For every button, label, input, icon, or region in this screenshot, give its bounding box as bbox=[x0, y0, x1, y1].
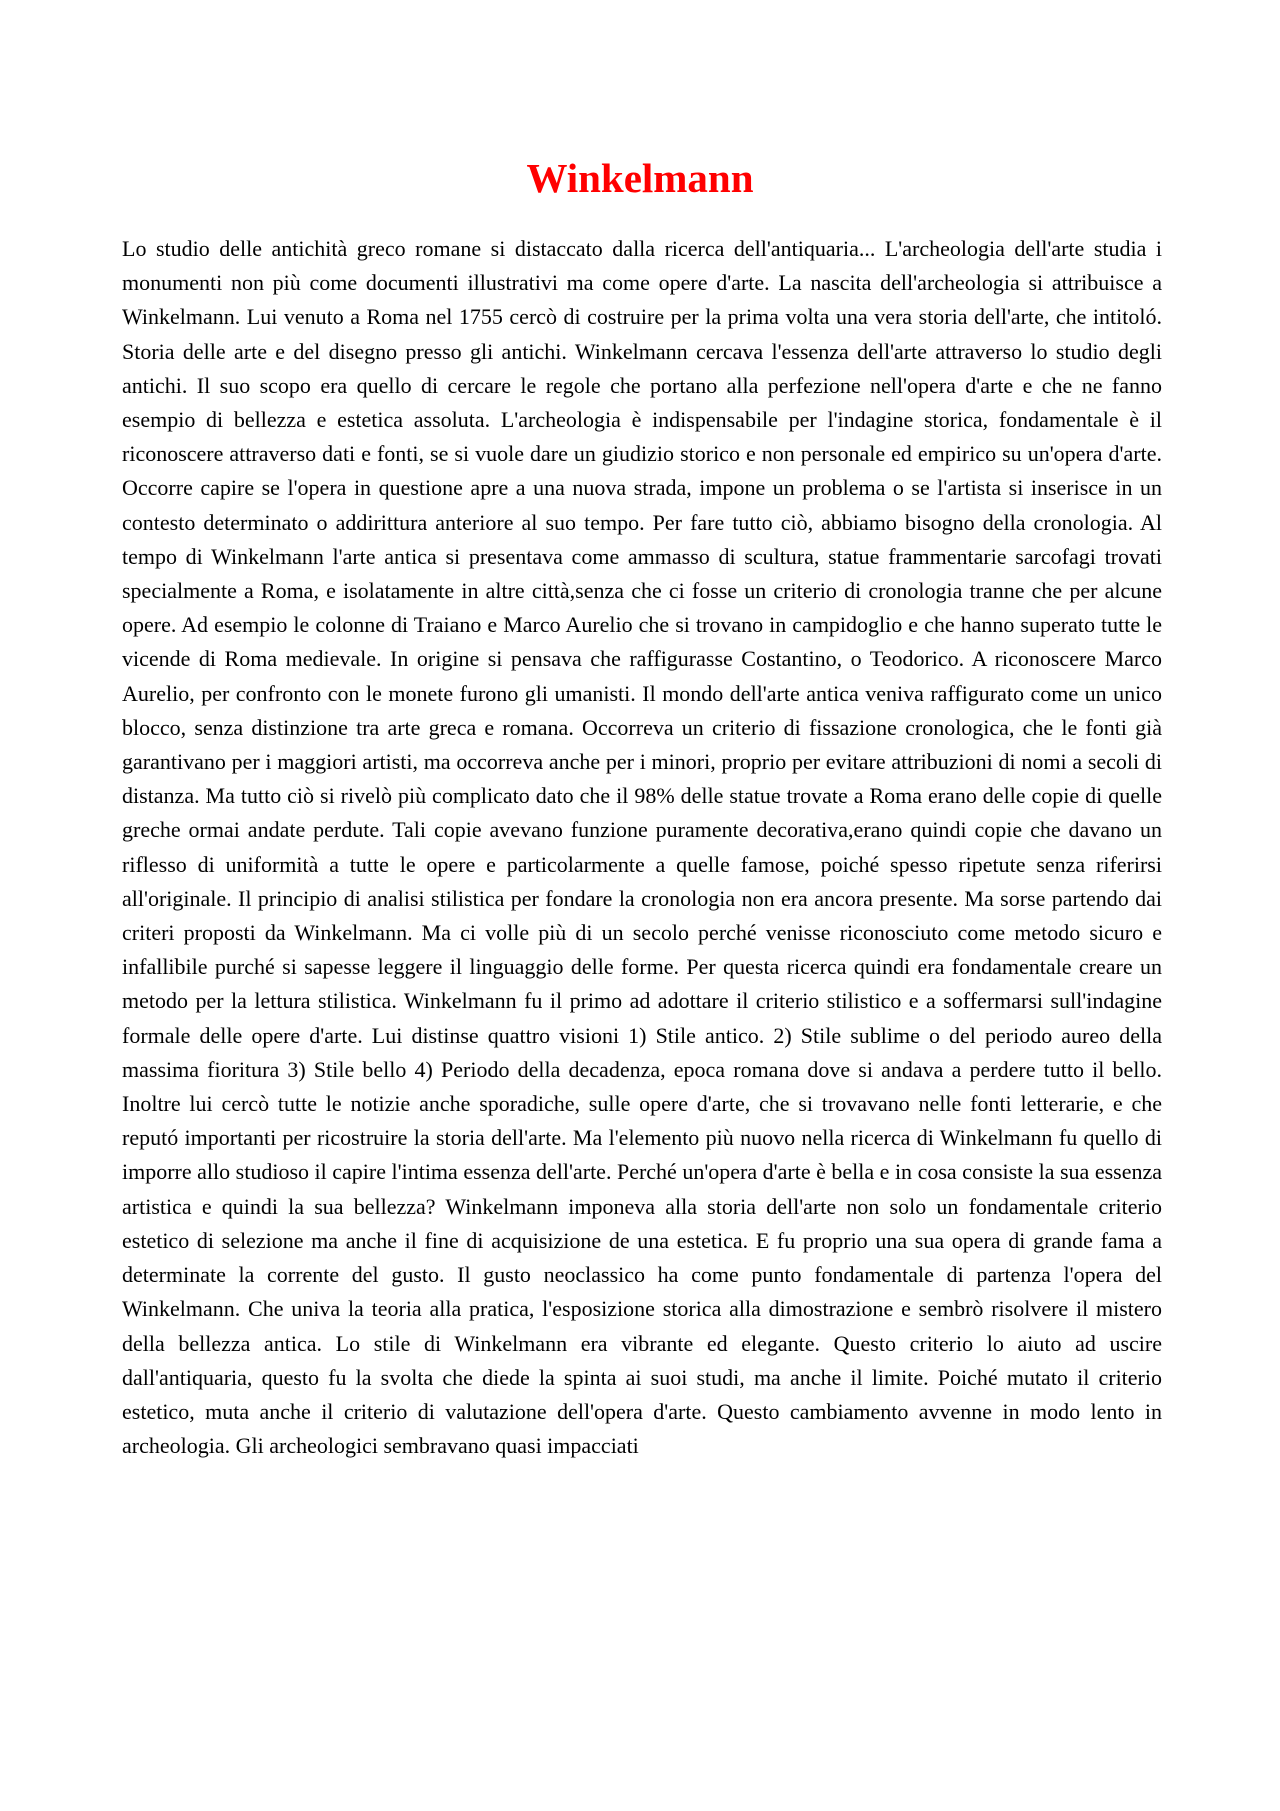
page-title: Winkelmann bbox=[526, 155, 754, 201]
body-paragraph: Lo studio delle antichità greco romane si distaccato dalla ricerca dell'antiquaria... L'archeologia dell'arte studia i monumenti non più come documenti illustrativi ma come opere d'arte. La nascita dell'archeologia si attribuisce a Winkelmann. Lui venuto a Roma nel 1755 cercò di costruire per la prima volta una vera storia dell'arte, che intitoló. Storia delle arte e del disegno presso gli antichi. Winkelmann cercava l'essenza dell'arte attraverso lo studio degli antichi. Il suo scopo era quello di cercare le regole che portano alla perfezione nell'opera d'arte e che ne fanno esempio di bellezza e estetica assoluta. L'archeologia è indispensabile per l'indagine storica, fondamentale è il riconoscere attraverso dati e fonti, se si vuole dare un giudizio storico e non personale ed empirico su un'opera d'arte. Occorre capire se l'opera in questione apre a una nuova strada, impone un problema o se l'artista si inserisce in un contesto determinato o addirittura anteriore al suo tempo. Per fare tutto ciò, abbiamo bisogno della cronologia. Al tempo di Winkelmann l'arte antica si presentava come ammasso di scultura, statue frammentarie sarcofagi trovati specialmente a Roma, e isolatamente in altre città,senza che ci fosse un criterio di cronologia tranne che per alcune opere. Ad esempio le colonne di Traiano e Marco Aurelio che si trovano in campidoglio e che hanno superato tutte le vicende di Roma medievale. In origine si pensava che raffigurasse Costantino, o Teodorico. A riconoscere Marco Aurelio, per confronto con le monete furono gli umanisti. Il mondo dell'arte antica veniva raffigurato come un unico blocco, senza distinzione tra arte greca e romana. Occorreva un criterio di fissazione cronologica, che le fonti già garantivano per i maggiori artisti, ma occorreva anche per i minori, proprio per evitare attribuzioni di nomi a secoli di distanza. Ma tutto ciò si rivelò più complicato dato che il 98% delle statue trovate a Roma erano delle copie di quelle greche ormai andate perdute. Tali copie avevano funzione puramente decorativa,erano quindi copie che davano un riflesso di uniformità a tutte le opere e particolarmente a quelle famose, poiché spesso ripetute senza riferirsi all'originale. Il principio di analisi stilistica per fondare la cronologia non era ancora presente. Ma sorse partendo dai criteri proposti da Winkelmann. Ma ci volle più di un secolo perché venisse riconosciuto come metodo sicuro e infallibile purché si sapesse leggere il linguaggio delle forme. Per questa ricerca quindi era fondamentale creare un metodo per la lettura stilistica. Winkelmann fu il primo ad adottare il criterio stilistico e a soffermarsi sull'indagine formale delle opere d'arte. Lui distinse quattro visioni 1) Stile antico. 2) Stile sublime o del periodo aureo della massima fioritura 3) Stile bello 4) Periodo della decadenza, epoca romana dove si andava a perdere tutto il bello. Inoltre lui cercò tutte le notizie anche sporadiche, sulle opere d'arte, che si trovavano nelle fonti letterarie, e che reputó importanti per ricostruire la storia dell'arte. Ma l'elemento più nuovo nella ricerca di Winkelmann fu quello di imporre allo studioso il capire l'intima essenza dell'arte. Perché un'opera d'arte è bella e in cosa consiste la sua essenza artistica e quindi la sua bellezza? Winkelmann imponeva alla storia dell'arte non solo un fondamentale criterio estetico di selezione ma anche il fine di acquisizione de una estetica. E fu proprio una sua opera di grande fama a determinate la corrente del gusto. Il gusto neoclassico ha come punto fondamentale di partenza l'opera del Winkelmann. Che univa la teoria alla pratica, l'esposizione storica alla dimostrazione e sembrò risolvere il mistero della bellezza antica. Lo stile di Winkelmann era vibrante ed elegante. Questo criterio lo aiuto ad uscire dall'antiquaria, questo fu la svolta che diede la spinta ai suoi studi, ma anche il limite. Poiché mutato il criterio estetico, muta anche il criterio di valutazione dell'opera d'arte. Questo cambiamento avvenne in modo lento in archeologia. Gli archeologici sembravano quasi impacciati bbox=[122, 236, 1162, 1459]
